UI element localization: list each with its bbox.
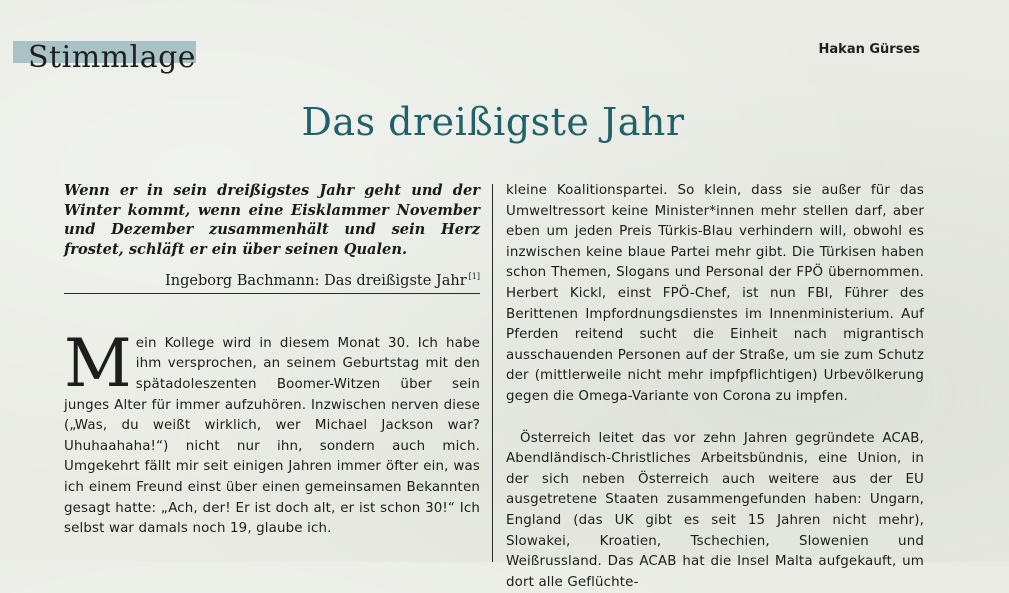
author-name: Hakan Gürses — [818, 42, 920, 57]
epigraph-quote: Wenn er in sein dreißigstes Jahr geht und der Winter kommt, wenn eine Eisklammer November und Dezember zusammenhält und sein Herz frostet, schläft er ein über seinen Qualen. — [64, 182, 480, 258]
column-divider — [492, 184, 493, 562]
epigraph-source-text: Ingeborg Bachmann: Das dreißigste Jahr — [165, 272, 467, 289]
article-title: Das dreißigste Jahr — [301, 100, 685, 144]
left-column — [64, 181, 480, 540]
first-paragraph-text: ein Kollege wird in diesem Monat 30. Ich habe ihm versprochen, an seinem Geburtstag mit den spätadoleszenten Boomer-Witzen über sein junges Alter für immer aufzuhören. Inzwischen nerven diese („Was, du weißt wirklich, wer Michael Jackson war? Uhuhaahaha!“) nicht nur ihn, sondern auch mich. Umgekehrt fällt mir seit einigen Jahren immer öfter ein, was ich einem Freund einst über einen gemeinsamen Bekannten gesagt hatte: „Ach, der! Er ist doch alt, er ist schon 30!“ Ich selbst war damals noch 19, glaube ich. — [64, 335, 480, 537]
epigraph-source — [64, 272, 480, 294]
footnote-marker: [1] — [468, 272, 480, 281]
right-paragraph-2: Österreich leitet das vor zehn Jahren gegründete ACAB, Abendländisch-Christliches Arbeitsbündnis, eine Union, in der sich neben Österreich auch weitere aus der EU ausgetretene Staaten zusammengefunden haben: Ungarn, England (das UK gibt es seit 15 Jahren nicht mehr), Slowakei, Kroatien, Tschechien, Slowenien und Weißrussland. Das ACAB hat die Insel Malta aufgekauft, um dort alle Geflüchte- — [506, 430, 924, 590]
section-label: Stimmlage — [28, 40, 197, 75]
right-column — [506, 181, 924, 593]
first-paragraph — [64, 324, 480, 540]
drop-cap: M — [64, 324, 132, 402]
right-paragraph-1: kleine Koalitionspartei. So klein, dass sie außer für das Umweltressort keine Minister*innen mehr stellen darf, aber eben um jeden Preis Türkis-Blau verhindern will, obwohl es inzwischen keine blaue Partei mehr gibt. Die Türkisen haben schon Themen, Slogans und Personal der FPÖ übernommen. Herbert Kickl, einst FPÖ-Chef, ist nun FBI, Führer des Berittenen Impfordnungsdienstes im Innenministerium. Auf Pferden reitend sucht die Einheit nach migrantisch ausschauenden Personen auf der Straße, um sie zum Schutz der (mittlerweile nicht mehr impfpflichtigen) Urbevölkerung gegen die Omega-Variante von Corona zu impfen. — [506, 183, 924, 404]
